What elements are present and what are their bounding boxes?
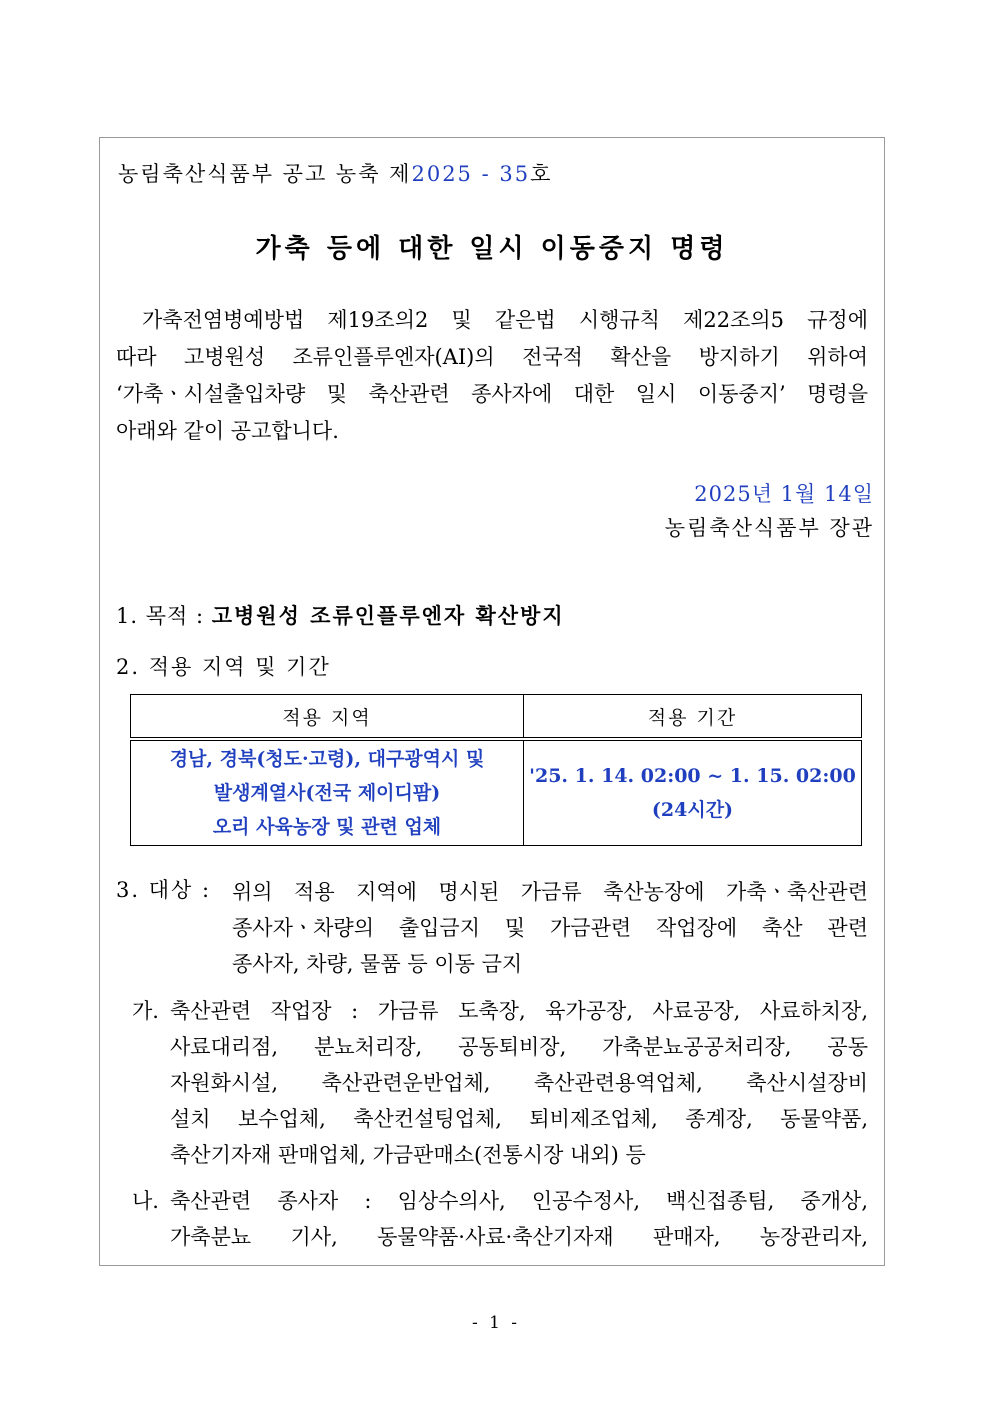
table-header-period: 적용 기간: [524, 695, 862, 740]
intro-line: ‘가축ㆍ시설출입차량 및 축산관련 종사자에 대한 일시 이동중지’ 명령을: [116, 382, 868, 406]
period-line: '25. 1. 14. 02:00 ~ 1. 15. 02:00: [529, 765, 856, 787]
item-a-line: 설치 보수업체, 축산컨설팅업체, 퇴비제조업체, 종계장, 동물약품,: [170, 1107, 868, 1131]
section-purpose-text: 고병원성 조류인플루엔자 확산방지: [211, 603, 565, 628]
region-line: 오리 사육농장 및 관련 업체: [212, 816, 442, 838]
region-line: 발생계열사(전국 제이디팜): [213, 782, 441, 804]
item-a-line: 축산기자재 판매업체, 가금판매소(전통시장 내외) 등: [170, 1143, 646, 1167]
table-row: [131, 739, 862, 846]
item-a-body: [170, 993, 868, 1173]
signature-issuer: 농림축산식품부 장관: [664, 516, 874, 540]
item-a-line: 축산관련 작업장 : 가금류 도축장, 육가공장, 사료공장, 사료하치장,: [170, 999, 868, 1023]
document-title: 가축 등에 대한 일시 이동중지 명령: [255, 234, 729, 264]
page-number: - 1 -: [471, 1313, 521, 1333]
section-target-label: 3. 대상 :: [116, 878, 212, 902]
item-a-line: 사료대리점, 분뇨처리장, 공동퇴비장, 가축분뇨공공처리장, 공동: [170, 1035, 868, 1059]
period-line: (24시간): [651, 799, 734, 821]
item-b-line: 축산관련 종사자 : 임상수의사, 인공수정사, 백신접종팀, 중개상,: [170, 1189, 868, 1213]
notice-suffix: 호: [530, 162, 553, 186]
intro-paragraph: [116, 302, 868, 450]
intro-line: 따라 고병원성 조류인플루엔자(AI)의 전국적 확산을 방지하기 위하여: [116, 345, 868, 369]
item-a-line: 자원화시설, 축산관련운반업체, 축산관련용역업체, 축산시설장비: [170, 1071, 868, 1095]
scope-table: [130, 694, 862, 846]
table-cell-region: [131, 739, 524, 846]
section-purpose-label: 1. 목적 :: [116, 604, 212, 628]
item-b-marker: 나.: [132, 1189, 159, 1213]
section-purpose: [116, 600, 565, 630]
target-line: 종사자ㆍ차량의 출입금지 및 가금관련 작업장에 축산 관련: [232, 916, 868, 940]
table-header-region: 적용 지역: [131, 695, 524, 740]
item-b-line: 가축분뇨 기사, 동물약품·사료·축산기자재 판매자, 농장관리자,: [170, 1225, 868, 1249]
section-target-body: [232, 874, 868, 982]
table-header-row: [131, 695, 862, 740]
target-line: 위의 적용 지역에 명시된 가금류 축산농장에 가축ㆍ축산관련: [232, 880, 868, 904]
notice-prefix: 농림축산식품부 공고 농축 제: [118, 162, 412, 186]
notice-number-value: 2025 - 35: [411, 162, 531, 186]
section-scope-heading: 2. 적용 지역 및 기간: [116, 655, 331, 679]
item-b-body: [170, 1183, 868, 1255]
signature-date: 2025년 1월 14일: [694, 482, 874, 506]
region-line: 경남, 경북(청도·고령), 대구광역시 및: [169, 748, 485, 770]
target-line: 종사자, 차량, 물품 등 이동 금지: [232, 952, 523, 976]
intro-line: 가축전염병예방법 제19조의2 및 같은법 시행규칙 제22조의5 규정에: [142, 308, 868, 332]
table-cell-period: [524, 739, 862, 846]
intro-line: 아래와 같이 공고합니다.: [116, 419, 339, 443]
item-a-marker: 가.: [132, 999, 159, 1023]
notice-number: [118, 158, 552, 188]
